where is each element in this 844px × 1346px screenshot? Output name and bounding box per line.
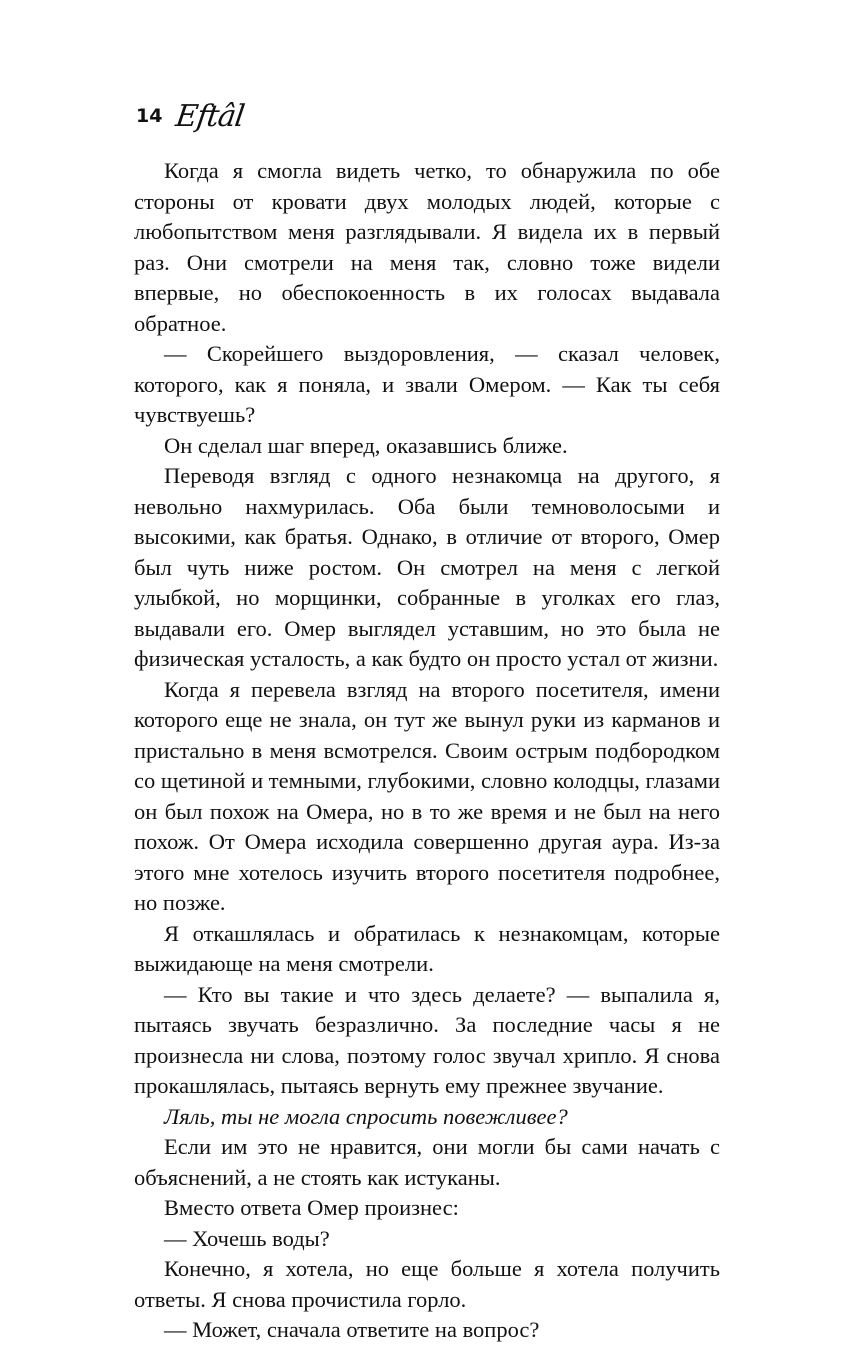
- paragraph: Когда я перевела взгляд на второго посетителя, имени которого еще не знала, он тут же вынул руки из карманов и пристально в меня всмотрелся. Своим острым подбородком со щетиной и темными, глубокими, словно колодцы, глазами он был похож на Омера, но в то же время и не был на него похож. От Омера исходила совершенно другая аура. Из-за этого мне хотелось изучить второго посетителя подробнее, но позже.: [134, 676, 720, 915]
- paragraph: — Скорейшего выздоровления, — сказал человек, которого, как я поняла, и звали Омером. — Как ты себя чувствуешь?: [134, 341, 720, 427]
- paragraph: Когда я смогла видеть четко, то обнаружила по обе стороны от кровати двух молодых людей, которые с любопытством меня разглядывали. Я видела их в первый раз. Они смотрели на меня так, словно тоже видели впервые, но обеспокоенность в их голосах выдавала обратное.: [134, 158, 720, 336]
- paragraph: Переводя взгляд с одного незнакомца на другого, я невольно нахмурилась. Оба были темноволосыми и высокими, как братья. Однако, в отличие от второго, Омер был чуть ниже ростом. Он смотрел на меня с легкой улыбкой, но морщинки, собранные в уголках его глаз, выдавали его. Омер выглядел уставшим, но это была не физическая усталость, а как будто он просто устал от жизни.: [134, 463, 720, 671]
- body-text: [134, 156, 720, 1346]
- paragraph: Он сделал шаг вперед, оказавшись ближе.: [164, 432, 568, 458]
- paragraph: Я откашлялась и обратилась к незнакомцам, которые выжидающе на меня смотрели.: [134, 920, 720, 976]
- paragraph: — Кто вы такие и что здесь делаете? — выпалила я, пытаясь звучать безразлично. За последние часы я не произнесла ни слова, поэтому голос звучал хрипло. Я снова прокашлялась, пытаясь вернуть ему прежнее звучание.: [134, 981, 720, 1098]
- author-logo: Eftâl: [173, 98, 247, 134]
- page-number: 14: [136, 105, 163, 127]
- paragraph: Конечно, я хотела, но еще больше я хотела получить ответы. Я снова прочистила горло.: [134, 1256, 720, 1312]
- paragraph: — Хочешь воды?: [164, 1225, 330, 1251]
- paragraph: — Может, сначала ответите на вопрос?: [164, 1317, 540, 1342]
- paragraph: Вместо ответа Омер произнес:: [164, 1195, 459, 1220]
- paragraph-inner-thought: Ляль, ты не могла спросить повежливее?: [164, 1103, 568, 1129]
- page-header: [136, 96, 247, 136]
- paragraph: Если им это не нравится, они могли бы сами начать с объяснений, а не стоять как истуканы.: [134, 1134, 720, 1190]
